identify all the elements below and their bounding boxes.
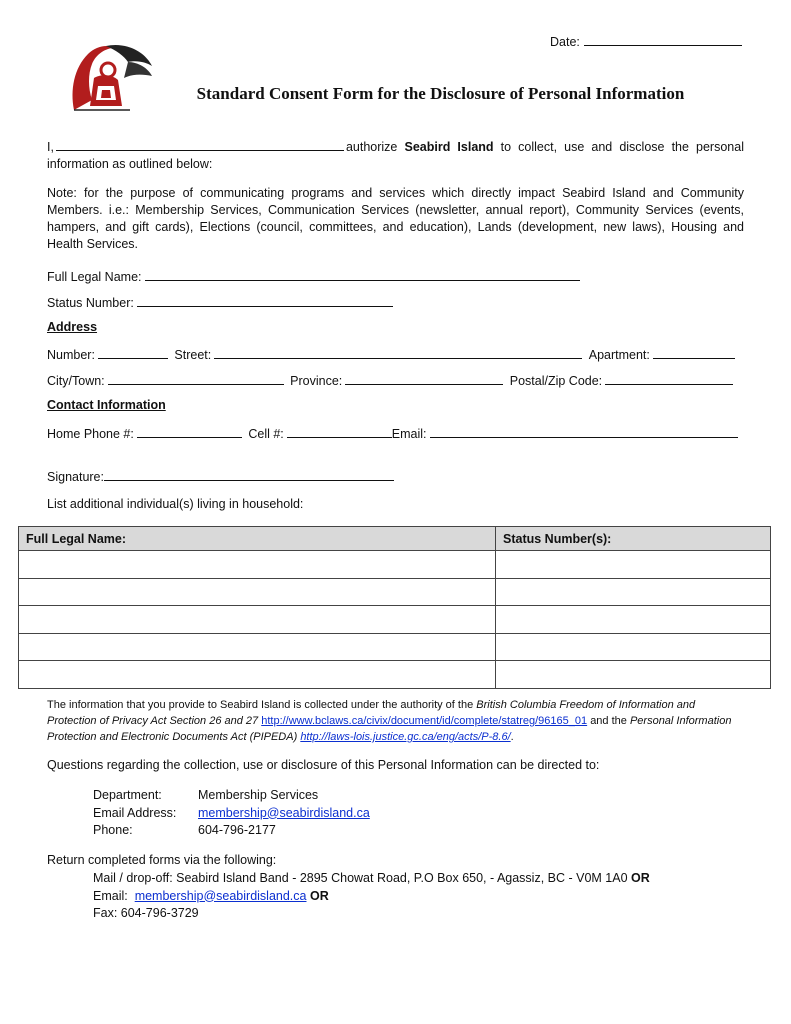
number-field[interactable]: [98, 346, 168, 359]
apartment-label: Apartment:: [588, 348, 650, 362]
household-status-cell[interactable]: [496, 633, 771, 661]
street-label: Street:: [174, 348, 212, 362]
address-row: [47, 346, 744, 364]
household-status-cell[interactable]: [496, 551, 771, 579]
authorization-paragraph: I, authorize Seabird Island to collect, use and disclose the personal information as outlined below:: [47, 140, 744, 171]
household-list-label: List additional individual(s) living in household:: [47, 497, 304, 511]
full-legal-name-label: Full Legal Name:: [47, 270, 142, 284]
membership-email-link[interactable]: membership@seabirdisland.ca: [198, 805, 370, 820]
postal-label: Postal/Zip Code:: [509, 374, 603, 388]
table-row: [19, 606, 771, 634]
contact-heading: Contact Information: [47, 398, 166, 412]
status-number-label: Status Number:: [47, 296, 134, 310]
note-paragraph: Note: for the purpose of communicating programs and services which directly impact Seabird Island and Community Members. i.e.: Membership Services, Communication Services (newsletter, annual report), Community Services (events, hampers, and gift cards), Elections (council, committees, and education), Lands (development, new laws), Housing and Health Services.: [47, 186, 744, 251]
email-address-label: Email Address:: [93, 805, 177, 820]
signature-field[interactable]: [104, 468, 394, 481]
return-email-label: Email:: [93, 888, 128, 903]
status-number-field[interactable]: [137, 294, 393, 307]
table-row: [19, 633, 771, 661]
signature-label: Signature:: [47, 470, 104, 484]
table-row: [19, 661, 771, 689]
return-label: Return completed forms via the following:: [47, 853, 277, 867]
household-name-cell[interactable]: [19, 551, 496, 579]
return-email-link[interactable]: membership@seabirdisland.ca: [134, 888, 307, 903]
questions-line: Questions regarding the collection, use or disclosure of this Personal Information can be directed to:: [47, 758, 600, 772]
postal-field[interactable]: [605, 372, 733, 385]
number-label: Number:: [47, 348, 95, 362]
department-value: Membership Services: [198, 788, 319, 802]
cell-field[interactable]: [287, 425, 392, 438]
full-legal-name-field[interactable]: [145, 268, 580, 281]
household-table-header: [19, 527, 771, 551]
signature-row: [47, 468, 744, 486]
org-name: Seabird Island: [404, 140, 494, 154]
household-status-cell[interactable]: [496, 661, 771, 689]
email-label: Email:: [391, 427, 427, 441]
bclaws-link[interactable]: http://www.bclaws.ca/civix/document/id/complete/statreg/96165_01: [261, 715, 588, 727]
household-name-cell[interactable]: [19, 633, 496, 661]
date-label: Date:: [550, 35, 580, 49]
city-label: City/Town:: [47, 374, 105, 388]
household-table: [18, 526, 771, 689]
table-row: [19, 578, 771, 606]
status-number-row: [47, 294, 744, 312]
contact-block: [93, 787, 370, 840]
home-phone-label: Home Phone #:: [47, 427, 134, 441]
address-heading: Address: [47, 320, 98, 334]
contact-row: [47, 425, 744, 443]
cell-label: Cell #:: [248, 427, 284, 441]
email-field[interactable]: [430, 425, 738, 438]
full-legal-name-row: [47, 268, 744, 286]
authorizer-name-field[interactable]: [56, 138, 344, 151]
street-field[interactable]: [214, 346, 582, 359]
home-phone-field[interactable]: [137, 425, 242, 438]
household-status-cell[interactable]: [496, 606, 771, 634]
department-label: Department:: [93, 788, 162, 802]
col-status-numbers: Status Number(s):: [496, 527, 771, 551]
household-name-cell[interactable]: [19, 661, 496, 689]
province-field[interactable]: [345, 372, 503, 385]
apartment-field[interactable]: [653, 346, 735, 359]
mail-instruction: Mail / drop-off: Seabird Island Band - 2895 Chowat Road, P.O Box 650, - Agassiz, BC - V0M 1A0: [93, 871, 628, 885]
household-name-cell[interactable]: [19, 578, 496, 606]
fax-line: Fax: 604-796-3729: [93, 906, 199, 920]
household-name-cell[interactable]: [19, 606, 496, 634]
household-status-cell[interactable]: [496, 578, 771, 606]
phone-value: 604-796-2177: [198, 823, 276, 837]
col-full-legal-name: Full Legal Name:: [19, 527, 496, 551]
date-row: [550, 33, 742, 49]
form-title: Standard Consent Form for the Disclosure of Personal Information: [196, 84, 685, 103]
table-row: [19, 551, 771, 579]
pipeda-link[interactable]: http://laws-lois.justice.gc.ca/eng/acts/P-8.6/: [300, 731, 511, 743]
act2-title: Personal Information Protection and Electronic Documents Act (PIPEDA): [47, 715, 732, 743]
date-field[interactable]: [584, 33, 742, 46]
act1-title: British Columbia Freedom of Information and Protection of Privacy Act Section 26 and 27: [47, 699, 696, 727]
province-label: Province:: [290, 374, 343, 388]
phone-label: Phone:: [93, 823, 133, 837]
city-field[interactable]: [108, 372, 284, 385]
return-block: Mail / drop-off: Seabird Island Band - 2895 Chowat Road, P.O Box 650, - Agassiz, BC - V0M 1A0 OR Email: membership@seabirdisland.ca OR Fax: 604-796-3729: [93, 871, 650, 920]
city-row: [47, 372, 744, 390]
legal-notice: The information that you provide to Seabird Island is collected under the authority of the British Columbia Freedom of Information and Protection of Privacy Act Section 26 and 27 http://www.bclaws.ca/civix/document/id/complete/statreg/96165_01 and the Personal Information Protection and Electronic Documents Act (PIPEDA) http://laws-lois.justice.gc.ca/eng/acts/P-8.6/.: [47, 699, 732, 743]
